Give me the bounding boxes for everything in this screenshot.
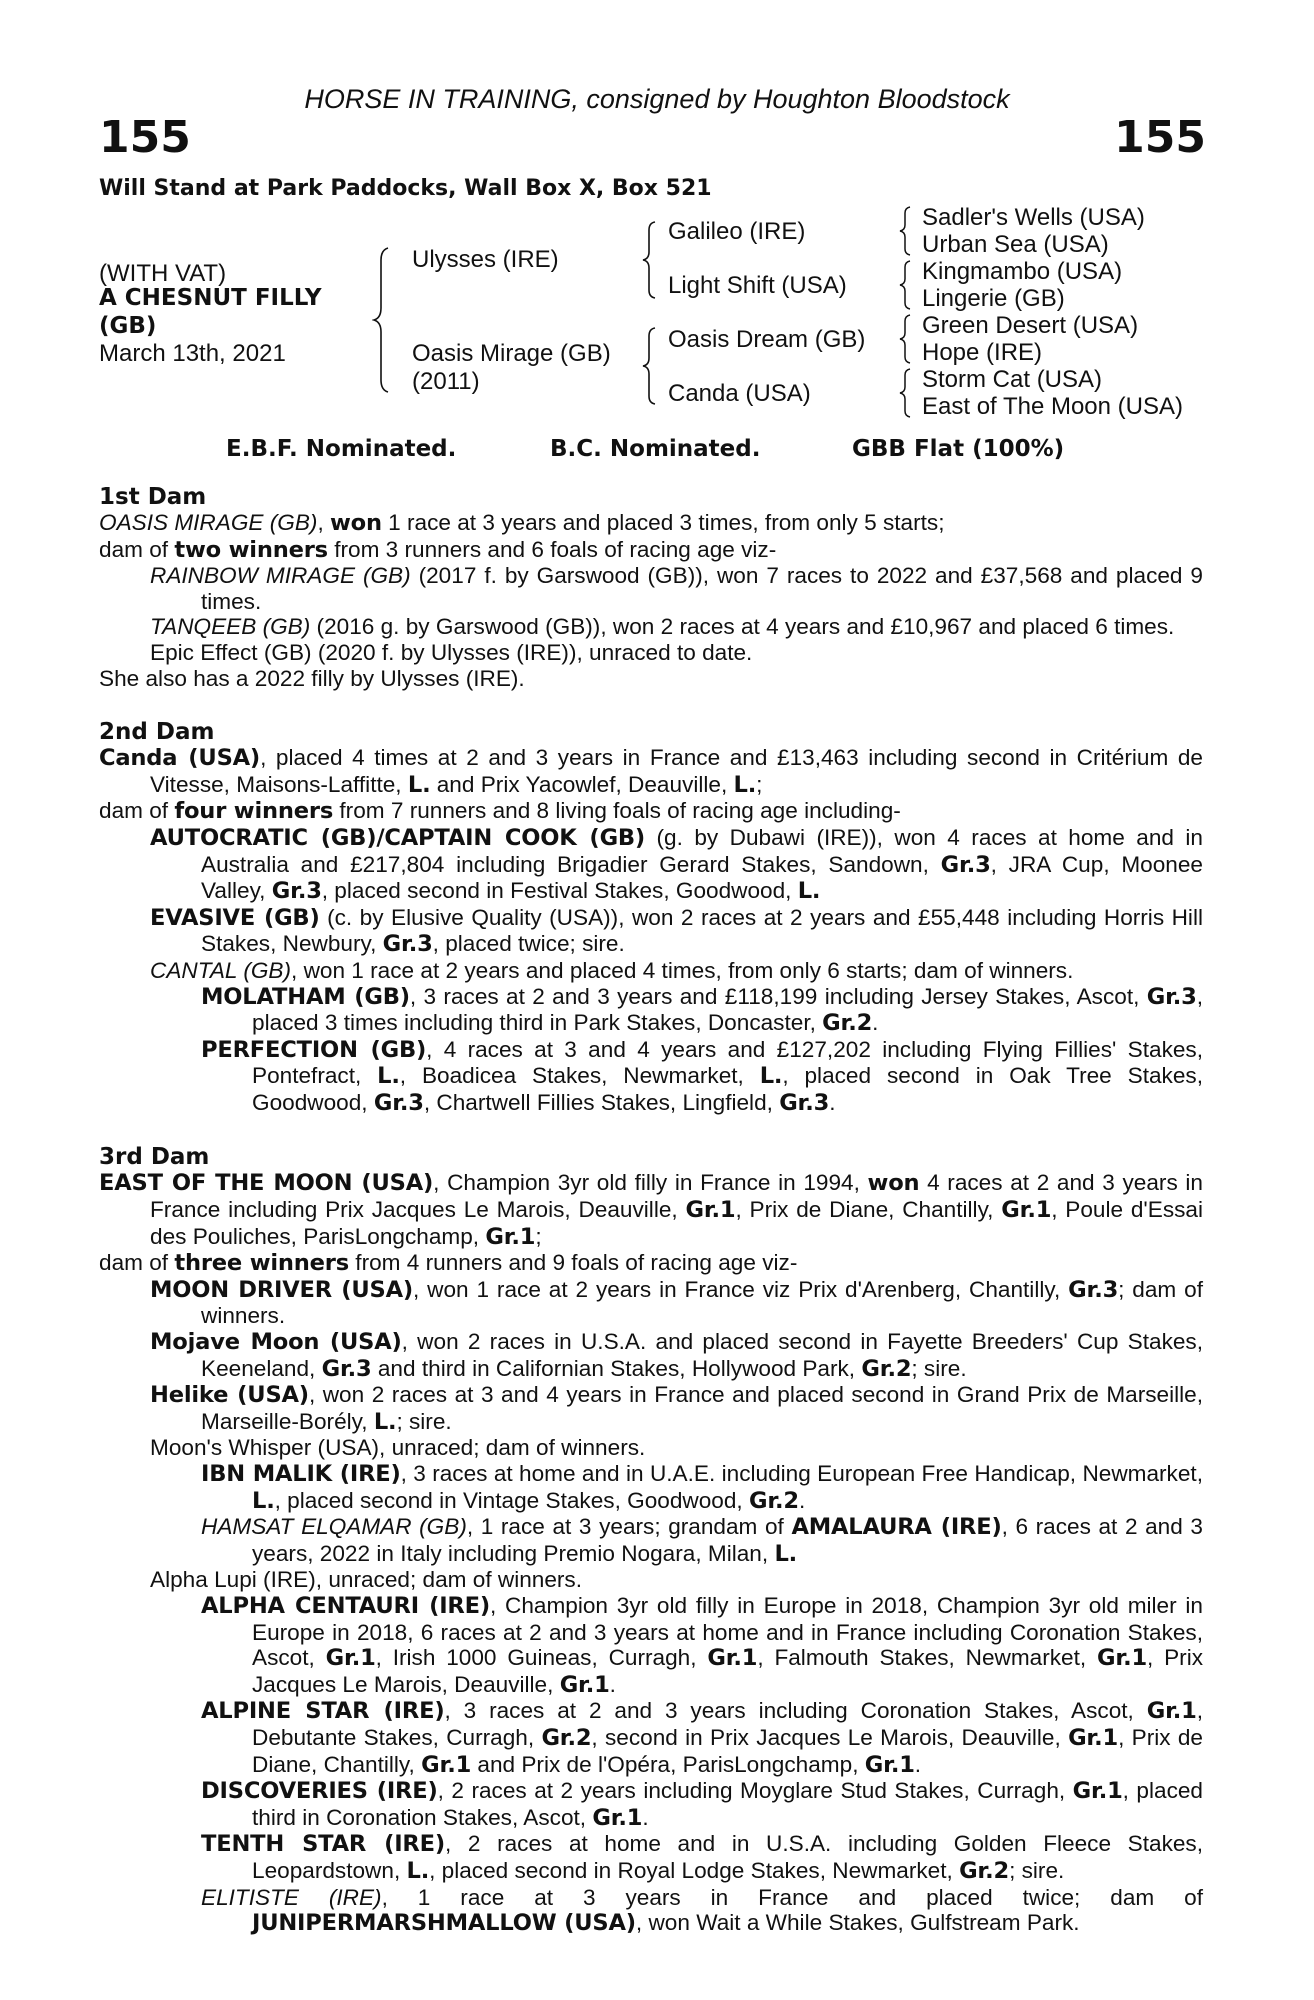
dam-dam: Canda (USA) — [668, 380, 811, 407]
third-dam-section — [99, 1144, 1203, 1936]
subject-country: (GB) — [99, 313, 157, 339]
brace-dam — [640, 324, 662, 408]
brace-g2 — [896, 258, 916, 312]
brace-sire — [640, 218, 662, 302]
catalogue-header: HORSE IN TRAINING, consigned by Houghton Bloodstock — [304, 84, 1010, 114]
dam-entry: Canda (USA), placed 4 times at 2 and 3 years in France and £13,463 including second in Critérium de Vitesse, Maisons-Laffitte, L. and Prix Yacowlef, Deauville, L.; — [99, 745, 1203, 798]
pedigree-body — [99, 484, 1203, 1965]
section-title: 2nd Dam — [99, 719, 215, 746]
ancestor-5: Green Desert (USA) — [922, 312, 1139, 339]
grandproduce-entry: ALPHA CENTAURI (IRE), Champion 3yr old filly in Europe in 2018, Champion 3yr old miler in Europe in 2018, 6 races at 2 and 3 years at home and in France including Coronation Stakes, Ascot, Gr.1, Irish 1000 Guineas, Curragh, Gr.1, Falmouth Stakes, Newmarket, Gr.1, Prix Jacques Le Marois, Deauville, Gr.1. — [201, 1592, 1204, 1698]
produce-entry: EVASIVE (GB) (c. by Elusive Quality (USA)), won 2 races at 2 years and £55,448 including Horris Hill Stakes, Newbury, Gr.3, placed twice; sire. — [150, 904, 1203, 958]
ancestor-1: Sadler's Wells (USA) — [922, 204, 1145, 231]
ancestor-2: Urban Sea (USA) — [922, 231, 1109, 258]
first-dam-section — [99, 484, 1203, 691]
sire-dam: Light Shift (USA) — [668, 272, 847, 299]
dam-name: Oasis Mirage (GB) — [412, 340, 611, 367]
lot-number-right: 155 — [1114, 112, 1206, 163]
grandproduce-entry: ELITISTE (IRE), 1 race at 3 years in France and placed twice; dam of JUNIPERMARSHMALLOW (USA), won Wait a While Stakes, Gulfstream Park. — [201, 1884, 1204, 1937]
produce-entry: MOON DRIVER (USA), won 1 race at 2 years in France viz Prix d'Arenberg, Chantilly, Gr.3; dam of winners. — [150, 1276, 1203, 1329]
ancestor-7: Storm Cat (USA) — [922, 366, 1103, 393]
produce-entry: Alpha Lupi (IRE), unraced; dam of winners. — [150, 1567, 583, 1593]
ancestor-8: East of The Moon (USA) — [922, 393, 1183, 420]
ancestor-3: Kingmambo (USA) — [922, 258, 1123, 285]
ancestor-4: Lingerie (GB) — [922, 285, 1065, 312]
subject-name: A CHESNUT FILLY — [99, 285, 322, 311]
lot-number-left: 155 — [99, 112, 191, 163]
foaling-date: March 13th, 2021 — [99, 340, 286, 367]
grandproduce-entry: ALPINE STAR (IRE), 3 races at 2 and 3 years including Coronation Stakes, Ascot, Gr.1, Debutante Stakes, Curragh, Gr.2, second in Prix Jacques Le Marois, Deauville, Gr.1, Prix de Diane, Chantilly, Gr.1 and Prix de l'Opéra, ParisLongchamp, Gr.1. — [201, 1698, 1203, 1778]
grandproduce-entry: TENTH STAR (IRE), 2 races at home and in U.S.A. including Golden Fleece Stakes, Leopardstown, L., placed second in Royal Lodge Stakes, Newmarket, Gr.2; sire. — [201, 1831, 1204, 1884]
section-title: 1st Dam — [99, 484, 207, 510]
dam-sire: Oasis Dream (GB) — [668, 326, 866, 353]
produce-summary: dam of four winners from 7 runners and 8 living foals of racing age including- — [99, 798, 901, 825]
grandproduce-entry: MOLATHAM (GB), 3 races at 2 and 3 years and £118,199 including Jersey Stakes, Ascot, Gr.3, placed 3 times including third in Park Stakes, Doncaster, Gr.2. — [201, 983, 1203, 1037]
produce-entry: AUTOCRATIC (GB)/CAPTAIN COOK (GB) (g. by Dubawi (IRE)), won 4 races at home and in Australia and £217,804 including Brigadier Gerard Stakes, Sandown, Gr.3, JRA Cup, Moonee Valley, Gr.3, placed second in Festival Stakes, Goodwood, L. — [150, 824, 1203, 905]
ebf-nomination: E.B.F. Nominated. — [226, 436, 457, 462]
grandproduce-entry: IBN MALIK (IRE), 3 races at home and in U.A.E. including European Free Handicap, Newmarket, L., placed second in Vintage Stakes, Goodwood, Gr.2. — [201, 1461, 1203, 1514]
bc-nomination: B.C. Nominated. — [550, 436, 761, 462]
produce-entry: TANQEEB (GB) (2016 g. by Garswood (GB)), won 2 races at 4 years and £10,967 and placed 6 times. — [150, 614, 1175, 640]
dam-entry: OASIS MIRAGE (GB), won 1 race at 3 years and placed 3 times, from only 5 starts; — [99, 510, 945, 536]
produce-note: She also has a 2022 filly by Ulysses (IRE). — [99, 665, 525, 691]
brace-main — [372, 244, 396, 396]
produce-entry: Helike (USA), won 2 races at 3 and 4 years in France and placed second in Grand Prix de Marseille, Marseille-Borély, L.; sire. — [150, 1382, 1203, 1435]
ancestor-6: Hope (IRE) — [922, 339, 1043, 366]
brace-g4 — [896, 366, 916, 420]
produce-entry: Mojave Moon (USA), won 2 races in U.S.A. and placed second in Fayette Breeders' Cup Stakes, Keeneland, Gr.3 and third in Californian Stakes, Hollywood Park, Gr.2; sire. — [150, 1329, 1204, 1382]
section-title: 3rd Dam — [99, 1144, 210, 1171]
produce-summary: dam of two winners from 3 runners and 6 foals of racing age viz- — [99, 536, 777, 563]
produce-entry: Epic Effect (GB) (2020 f. by Ulysses (IRE)), unraced to date. — [150, 639, 753, 665]
stand-location: Will Stand at Park Paddocks, Wall Box X, Box 521 — [99, 176, 712, 201]
gbb-status: GBB Flat (100%) — [852, 436, 1065, 462]
produce-summary: dam of three winners from 4 runners and 9 foals of racing age viz- — [99, 1250, 798, 1277]
vat-label: (WITH VAT) — [99, 260, 227, 287]
grandproduce-entry: DISCOVERIES (IRE), 2 races at 2 years including Moyglare Stud Stakes, Curragh, Gr.1, placed third in Coronation Stakes, Ascot, Gr.1. — [201, 1778, 1203, 1831]
grandproduce-entry: PERFECTION (GB), 4 races at 3 and 4 years and £127,202 including Flying Fillies' Stakes, Pontefract, L., Boadicea Stakes, Newmarket, L., placed second in Oak Tree Stakes, Goodwood, Gr.3, Chartwell Fillies Stakes, Lingfield, Gr.3. — [201, 1036, 1204, 1116]
dam-entry: EAST OF THE MOON (USA), Champion 3yr old filly in France in 1994, won 4 races at 2 and 3 years in France including Prix Jacques Le Marois, Deauville, Gr.1, Prix de Diane, Chantilly, Gr.1, Poule d'Essai des Pouliches, ParisLongchamp, Gr.1; — [99, 1170, 1203, 1250]
brace-g3 — [896, 312, 916, 366]
produce-entry: CANTAL (GB), won 1 race at 2 years and placed 4 times, from only 6 starts; dam of winners. — [150, 957, 1074, 983]
produce-entry: RAINBOW MIRAGE (GB) (2017 f. by Garswood (GB)), won 7 races to 2022 and £37,568 and placed 9 times. — [150, 563, 1204, 614]
produce-entry: Moon's Whisper (USA), unraced; dam of winners. — [150, 1435, 646, 1461]
brace-g1 — [896, 204, 916, 258]
sire-name: Ulysses (IRE) — [412, 246, 559, 273]
grandproduce-entry: HAMSAT ELQAMAR (GB), 1 race at 3 years; grandam of AMALAURA (IRE), 6 races at 2 and 3 years, 2022 in Italy including Premio Nogara, Milan, L. — [201, 1514, 1203, 1567]
second-dam-section — [99, 719, 1203, 1116]
dam-year: (2011) — [412, 368, 480, 395]
sire-sire: Galileo (IRE) — [668, 218, 806, 245]
